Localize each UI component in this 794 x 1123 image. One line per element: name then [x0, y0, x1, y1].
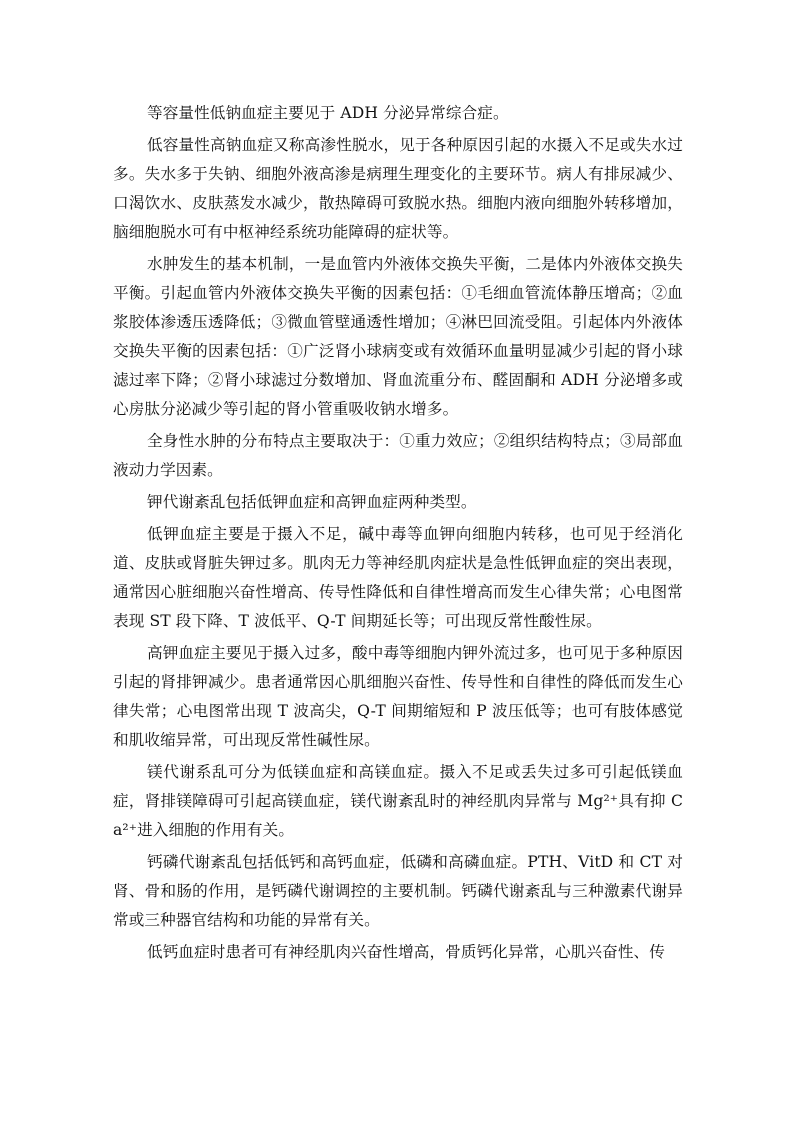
paragraph-magnesium-disorders: 镁代谢系乱可分为低镁血症和高镁血症。摄入不足或丢失过多可引起低镁血症，肾排镁障碍可引起高镁血症，镁代谢紊乱时的神经肌肉异常与 Mg²⁺具有抑 Ca²⁺进入细胞的作用有关。 [113, 763, 683, 839]
paragraph-hyperkalemia: 高钾血症主要见于摄入过多，酸中毒等细胞内钾外流过多，也可见于多种原因引起的肾排钾减少。患者通常因心肌细胞兴奋性、传导性和自律性的降低而发生心律失常；心电图常出现 T 波高尖，Q-T 间期缩短和 P 波压低等；也可有肢体感觉和肌收缩异常，可出现反常性碱性尿。 [113, 644, 683, 749]
paragraph-hypernatremia: 低容量性高钠血症又称高渗性脱水，见于各种原因引起的水摄入不足或失水过多。失水多于失钠、细胞外液高渗是病理生理变化的主要环节。病人有排尿减少、口渴饮水、皮肤蒸发水减少，散热障碍可致脱水热。细胞内液向细胞外转移增加，脑细胞脱水可有中枢神经系统功能障碍的症状等。 [113, 136, 683, 241]
paragraph-potassium-disorders: 钾代谢紊乱包括低钾血症和高钾血症两种类型。 [147, 493, 477, 511]
paragraph-hypocalcemia: 低钙血症时患者可有神经肌肉兴奋性增高，骨质钙化异常，心肌兴奋性、传 [147, 943, 665, 961]
paragraph-hypokalemia: 低钾血症主要是于摄入不足，碱中毒等血钾向细胞内转移，也可见于经消化道、皮肤或肾脏失钾过多。肌肉无力等神经肌肉症状是急性低钾血症的突出表现，通常因心脏细胞兴奋性增高、传导性降低和自律性增高而发生心律失常；心电图常表现 ST 段下降、T 波低平、Q-T 间期延长等；可出现反常性酸性尿。 [113, 525, 683, 630]
paragraph-edema-distribution: 全身性水肿的分布特点主要取决于：①重力效应；②组织结构特点；③局部血液动力学因素。 [113, 432, 683, 479]
document-body [113, 99, 683, 967]
paragraph-calcium-phosphate-disorders: 钙磷代谢紊乱包括低钙和高钙血症，低磷和高磷血症。PTH、VitD 和 CT 对肾、骨和肠的作用，是钙磷代谢调控的主要机制。钙磷代谢紊乱与三种激素代谢异常或三种器官结构和功能的异常有关。 [113, 853, 683, 929]
paragraph-adh-hyponatremia: 等容量性低钠血症主要见于 ADH 分泌异常综合症。 [147, 104, 509, 122]
paragraph-edema-mechanism: 水肿发生的基本机制，一是血管内外液体交换失平衡，二是体内外液体交换失平衡。引起血管内外液体交换失平衡的因素包括：①毛细血管流体静压增高；②血浆胶体渗透压透降低；③微血管壁通透性增加；④淋巴回流受阻。引起体内外液体交换失平衡的因素包括：①广泛肾小球病变或有效循环血量明显减少引起的肾小球滤过率下降；②肾小球滤过分数增加、肾血流重分布、醛固酮和 ADH 分泌增多或心房肽分泌减少等引起的肾小管重吸收钠水增多。 [113, 255, 683, 418]
